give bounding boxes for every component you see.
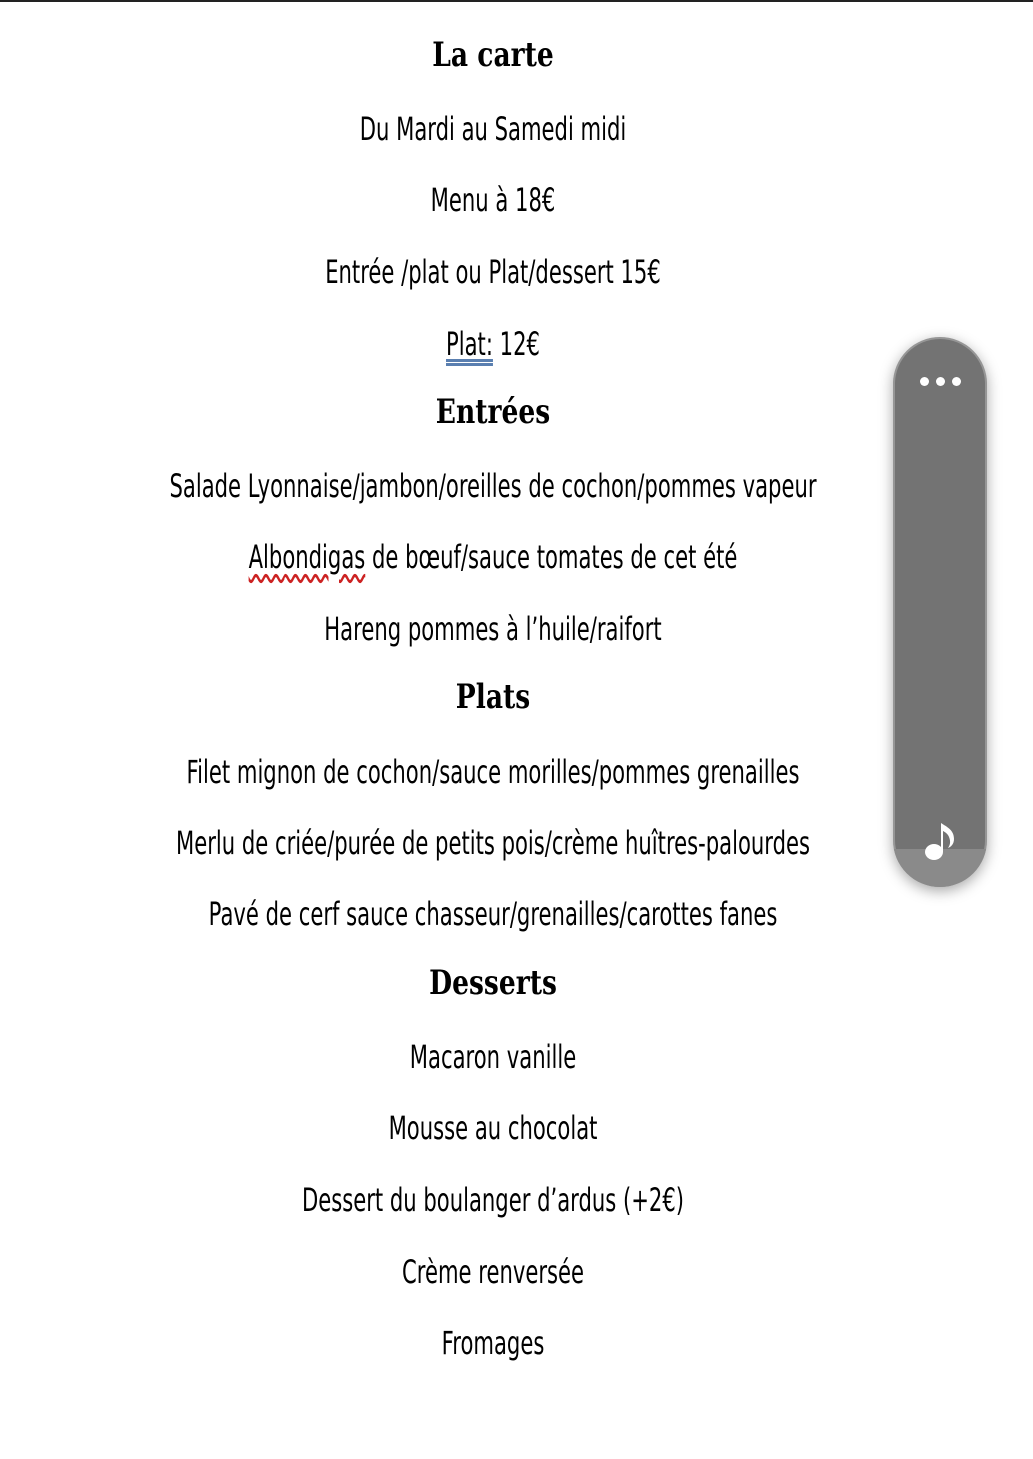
menu-price-line: Menu à 18€ bbox=[430, 181, 556, 219]
entree-item-2-rest: de bœuf/sauce tomates de cet été bbox=[371, 538, 738, 576]
plat-item-3: Pavé de cerf sauce chasseur/grenailles/carottes fanes bbox=[208, 895, 778, 933]
section-heading-entrees: Entrées bbox=[435, 392, 551, 432]
entree-item-2 bbox=[168, 538, 819, 576]
more-dot bbox=[952, 377, 961, 386]
plat-label: Plat: bbox=[446, 325, 493, 363]
dessert-item-5: Fromages bbox=[441, 1324, 545, 1362]
dessert-item-2: Mousse au chocolat bbox=[388, 1109, 598, 1147]
misspelled-word[interactable]: Albondigas bbox=[248, 538, 366, 576]
dessert-item-3: Dessert du boulanger d’ardus (+2€) bbox=[301, 1181, 685, 1219]
plat-price-line bbox=[168, 325, 819, 363]
more-dot bbox=[920, 377, 929, 386]
floating-toolbar[interactable] bbox=[893, 337, 987, 887]
section-heading-desserts: Desserts bbox=[429, 963, 557, 1003]
more-horizontal-icon[interactable] bbox=[893, 373, 987, 389]
section-heading-plats: Plats bbox=[455, 677, 531, 717]
plat-item-2: Merlu de criée/purée de petits pois/crème huîtres-palourdes bbox=[175, 824, 811, 862]
music-note-icon[interactable] bbox=[921, 819, 961, 863]
more-dot bbox=[936, 377, 945, 386]
schedule-line: Du Mardi au Samedi midi bbox=[359, 110, 627, 148]
dessert-item-1: Macaron vanille bbox=[409, 1038, 577, 1076]
menu-title: La carte bbox=[432, 35, 554, 75]
dessert-item-4: Crème renversée bbox=[401, 1253, 584, 1291]
entree-item-3: Hareng pommes à l’huile/raifort bbox=[324, 610, 662, 648]
entree-item-1: Salade Lyonnaise/jambon/oreilles de cochon/pommes vapeur bbox=[169, 467, 817, 505]
combo-price-line: Entrée /plat ou Plat/dessert 15€ bbox=[325, 253, 661, 291]
plat-item-1: Filet mignon de cochon/sauce morilles/pommes grenailles bbox=[186, 753, 800, 791]
plat-price-value: 12€ bbox=[492, 325, 540, 363]
